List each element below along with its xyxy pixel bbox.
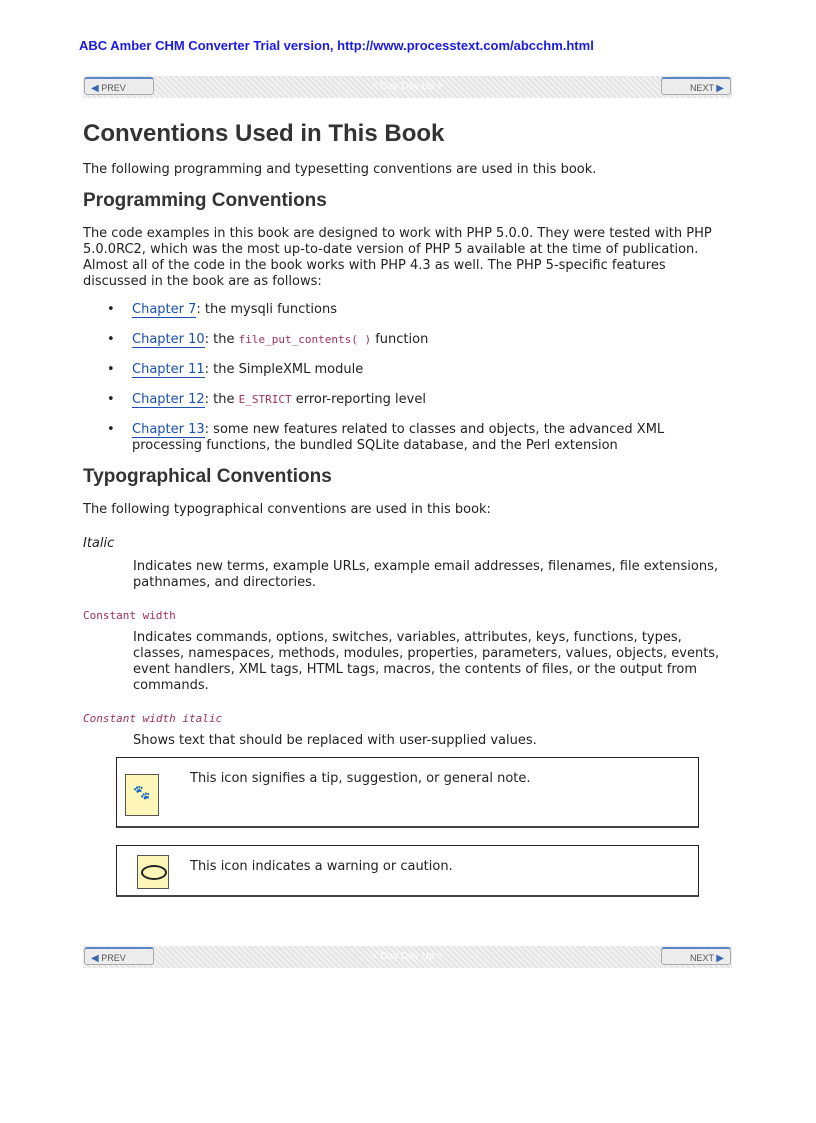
term-constant-width-italic-desc: Shows text that should be replaced with user-supplied values. — [133, 733, 537, 748]
trial-banner: ABC Amber CHM Converter Trial version, http://www.processtext.com/abcchm.html — [79, 38, 594, 53]
next-button[interactable] — [661, 947, 731, 965]
item-text: : the SimpleXML module — [204, 362, 364, 377]
programming-heading: Programming Conventions — [83, 190, 327, 211]
prev-button[interactable] — [84, 947, 154, 965]
main-content — [83, 120, 723, 897]
arrow-left-icon: ◀ — [91, 83, 99, 94]
item-text: function — [371, 332, 429, 347]
term-italic-desc: Indicates new terms, example URLs, example email addresses, filenames, file extensions, pathnames, and directories. — [133, 559, 718, 590]
prev-label: PREV — [101, 83, 126, 93]
list-item — [132, 392, 723, 408]
chapter-11-link[interactable]: Chapter 11 — [132, 362, 205, 377]
tip-icon: 🐾 — [125, 774, 159, 816]
chapter-13-link[interactable]: Chapter 13 — [132, 422, 205, 437]
warning-icon — [137, 855, 169, 889]
warning-note — [116, 845, 699, 897]
item-text: error-reporting level — [291, 392, 426, 407]
arrow-right-icon: ▶ — [716, 953, 724, 964]
bottom-nav-bar — [83, 946, 732, 968]
programming-paragraph: The code examples in this book are designed to work with PHP 5.0.0. They were tested with PHP 5.0.0RC2, which was the most up-to-date version of PHP 5 available at the time of publication. Almost all of the code in the book works with PHP 4.3 as well. The PHP 5-specific features discussed in the book are as follows: — [83, 226, 712, 289]
list-item — [132, 422, 723, 454]
code-text: file_put_contents( ) — [238, 333, 372, 346]
item-text: : the — [204, 392, 239, 407]
prev-label: PREV — [101, 953, 126, 963]
page-title: Conventions Used in This Book — [83, 120, 445, 147]
code-text: E_STRICT — [238, 393, 292, 406]
item-text: : the — [204, 332, 239, 347]
chapter-10-link[interactable]: Chapter 10 — [132, 332, 205, 347]
term-constant-width-desc: Indicates commands, options, switches, variables, attributes, keys, functions, types, classes, namespaces, methods, modules, properties, parameters, values, objects, events, event handlers, XML tags, HTML tags, macros, the contents of files, or the output from commands. — [133, 630, 720, 693]
top-nav-bar — [83, 76, 732, 98]
next-label: NEXT — [689, 953, 714, 963]
next-label: NEXT — [689, 83, 714, 93]
tip-text: This icon signifies a tip, suggestion, or general note. — [190, 771, 531, 786]
nav-title: < Day Day Up > — [371, 81, 444, 92]
typographical-intro: The following typographical conventions are used in this book: — [83, 502, 491, 517]
intro-text: The following programming and typesetting conventions are used in this book. — [83, 162, 597, 177]
prev-button[interactable] — [84, 77, 154, 95]
list-item — [132, 362, 723, 378]
tip-note — [116, 757, 699, 828]
nav-title: < Day Day Up > — [371, 951, 444, 962]
warning-text: This icon indicates a warning or caution. — [190, 859, 453, 874]
item-text: : some new features related to classes and objects, the advanced XML processing functions, the bundled SQLite database, and the Perl extension — [132, 422, 665, 453]
list-item — [132, 302, 723, 318]
arrow-left-icon: ◀ — [91, 953, 99, 964]
feature-list — [83, 302, 723, 454]
chapter-7-link[interactable]: Chapter 7 — [132, 302, 197, 317]
arrow-right-icon: ▶ — [716, 83, 724, 94]
term-italic: Italic — [83, 536, 115, 551]
chapter-12-link[interactable]: Chapter 12 — [132, 392, 205, 407]
term-constant-width: Constant width — [83, 609, 176, 622]
item-text: : the mysqli functions — [196, 302, 337, 317]
typographical-heading: Typographical Conventions — [83, 466, 332, 487]
term-constant-width-italic: Constant width italic — [83, 712, 223, 725]
list-item — [132, 332, 723, 348]
next-button[interactable] — [661, 77, 731, 95]
